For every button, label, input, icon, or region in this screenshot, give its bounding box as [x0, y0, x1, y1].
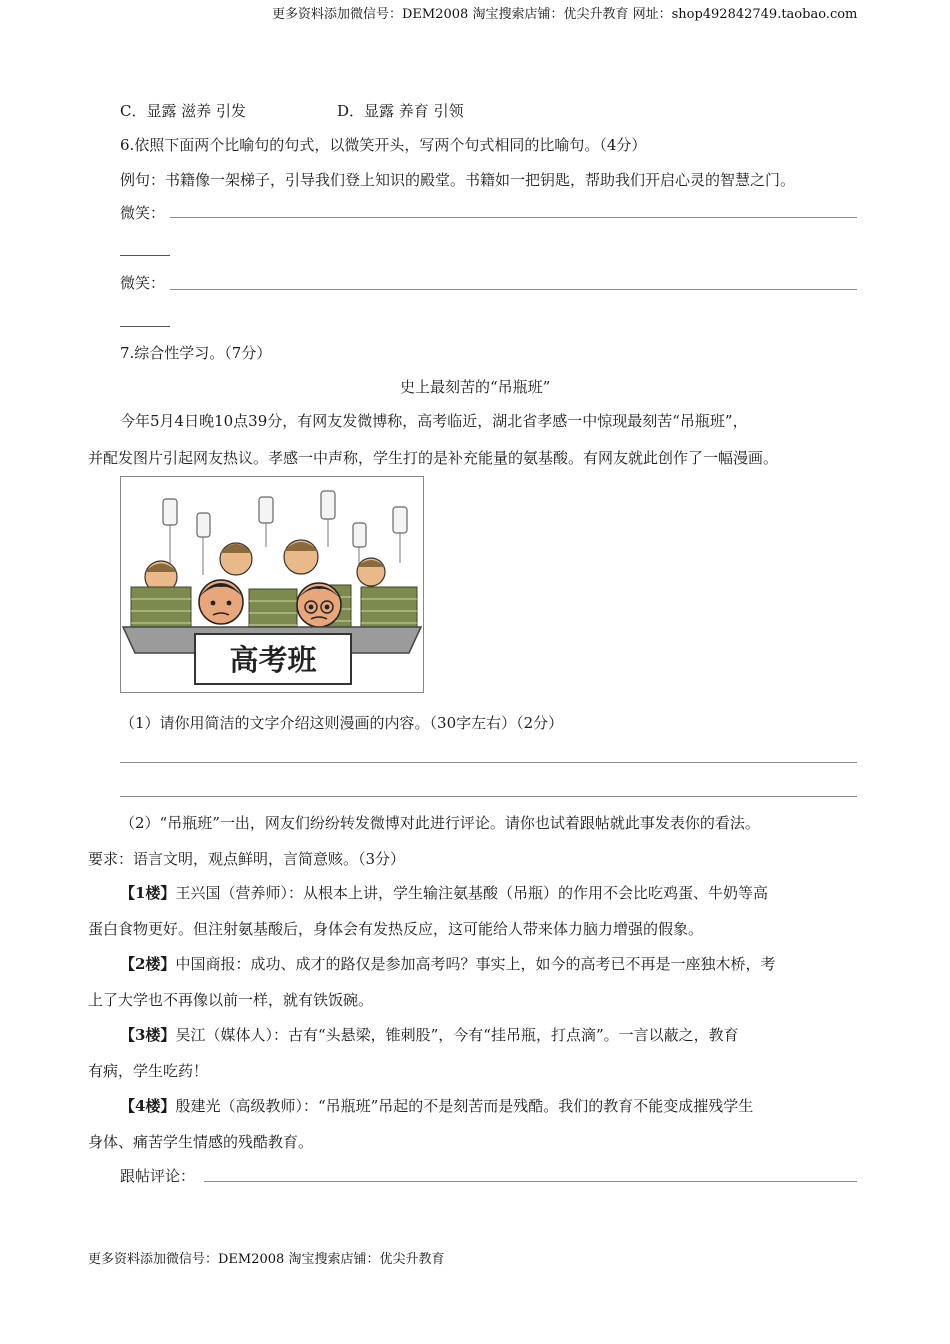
q6-prompt-2: 微笑： — [120, 274, 166, 292]
option-d: D．显露 养育 引领 — [337, 102, 464, 120]
answer-line[interactable] — [170, 289, 857, 290]
floor-1-line-2: 蛋白食物更好。但注射氨基酸后，身体会有发热反应，这可能给人带来体力脑力增强的假象。 — [88, 920, 704, 938]
reply-prompt: 跟帖评论： — [120, 1167, 196, 1185]
floor-tag: 【2楼】 — [120, 955, 176, 973]
floor-text: 中国商报：成功、成才的路仅是参加高考吗？事实上，如今的高考已不再是一座独木桥，考 — [175, 955, 776, 973]
floor-2 — [120, 954, 775, 974]
q6-prompt-1: 微笑： — [120, 204, 166, 222]
floor-4-line-2: 身体、痛苦学生情感的残酷教育。 — [88, 1133, 314, 1151]
answer-line[interactable] — [170, 217, 857, 218]
floor-tag: 【4楼】 — [120, 1097, 176, 1115]
floor-1 — [120, 883, 768, 903]
answer-line-tail — [120, 326, 170, 327]
article-title: 史上最刻苦的“吊瓶班” — [400, 378, 551, 396]
q7-title: 7.综合性学习。（7分） — [120, 344, 272, 362]
floor-3 — [120, 1025, 739, 1045]
answer-line[interactable] — [120, 796, 857, 797]
sub-question-2-line-1: （2）“吊瓶班”一出，网友们纷纷转发微博对此进行评论。请你也试着跟帖就此事发表你的看法。 — [120, 814, 760, 832]
page-header: 更多资料添加微信号：DEM2008 淘宝搜索店铺：优尖升教育 网址：shop492842749.taobao.com — [272, 7, 858, 22]
article-para-line-1: 今年5月4日晚10点39分，有网友发微博称，高考临近，湖北省孝感一中惊现最刻苦“吊瓶班”， — [120, 412, 748, 430]
floor-3-line-2: 有病，学生吃药！ — [88, 1062, 209, 1080]
sub-question-1: （1）请你用简洁的文字介绍这则漫画的内容。（30字左右）（2分） — [120, 714, 564, 732]
floor-text: 吴江（媒体人）：古有“头悬梁，锥刺股”，今有“挂吊瓶，打点滴”。一言以蔽之，教育 — [175, 1026, 739, 1044]
article-para-line-2: 并配发图片引起网友热议。孝感一中声称，学生打的是补充能量的氨基酸。有网友就此创作了一幅漫画。 — [88, 449, 779, 467]
floor-2-line-2: 上了大学也不再像以前一样，就有铁饭碗。 — [88, 991, 374, 1009]
floor-4 — [120, 1096, 753, 1116]
reply-answer-line[interactable] — [204, 1181, 857, 1182]
sub-question-2-line-2: 要求：语言文明，观点鲜明，言简意赅。（3分） — [88, 850, 406, 868]
cartoon-label: 高考班 — [229, 643, 317, 677]
answer-line[interactable] — [120, 762, 857, 763]
floor-tag: 【1楼】 — [120, 884, 176, 902]
option-c: C．显露 滋养 引发 — [120, 102, 247, 120]
page-footer: 更多资料添加微信号：DEM2008 淘宝搜索店铺：优尖升教育 — [88, 1252, 445, 1267]
q6-example: 例句：书籍像一架梯子，引导我们登上知识的殿堂。书籍如一把钥匙，帮助我们开启心灵的智慧之门。 — [120, 171, 796, 189]
floor-text: 王兴国（营养师）：从根本上讲，学生输注氨基酸（吊瓶）的作用不会比吃鸡蛋、牛奶等高 — [175, 884, 768, 902]
cartoon-image — [120, 476, 424, 693]
floor-text: 殷建光（高级教师）：“吊瓶班”吊起的不是刻苦而是残酷。我们的教育不能变成摧残学生 — [175, 1097, 754, 1115]
q6-title: 6.依照下面两个比喻句的句式，以微笑开头，写两个句式相同的比喻句。（4分） — [120, 136, 647, 154]
floor-tag: 【3楼】 — [120, 1026, 176, 1044]
answer-line-tail — [120, 255, 170, 256]
